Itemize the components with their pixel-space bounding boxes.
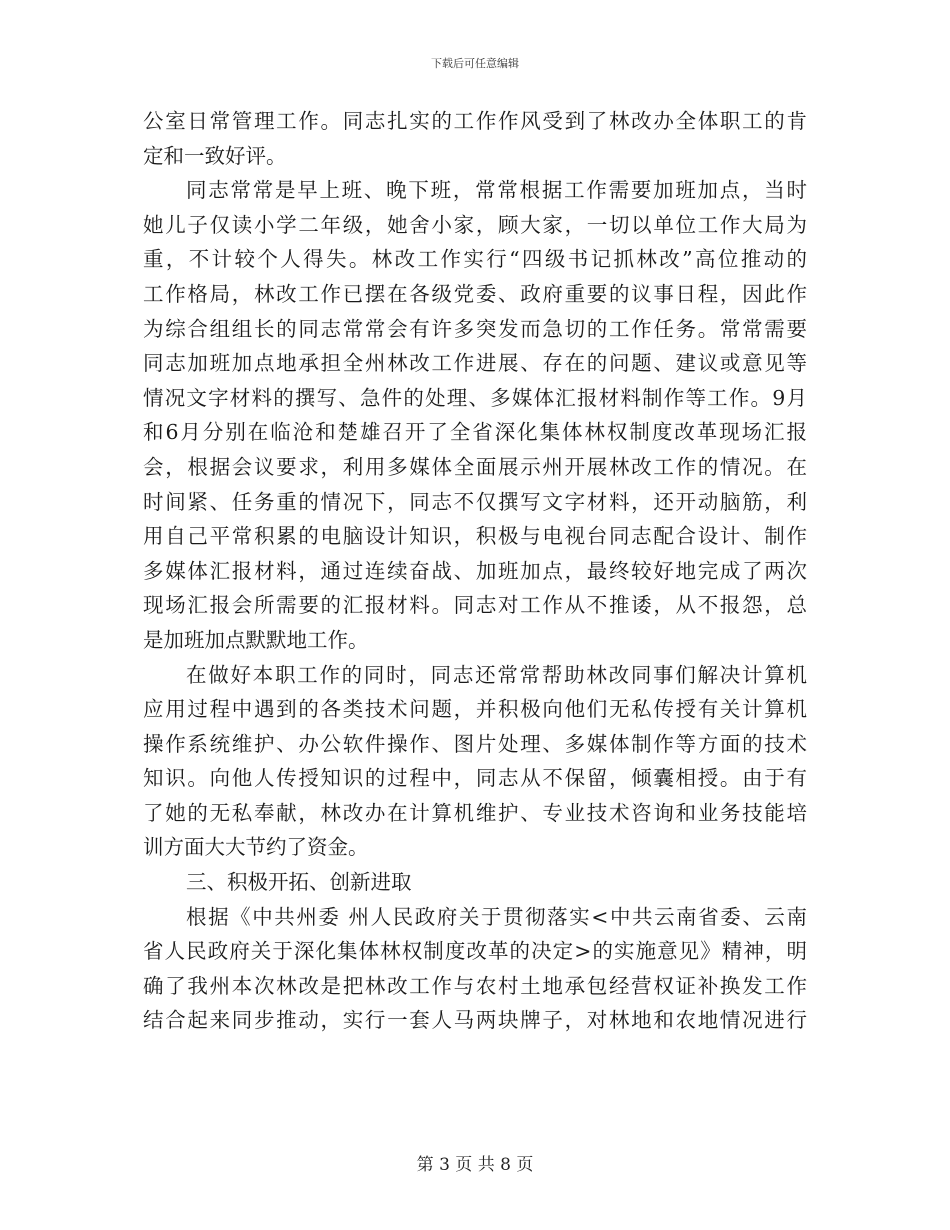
- text-line: 操作系统维护、办公软件操作、图片处理、多媒体制作等方面的技术: [143, 731, 807, 756]
- text-line: 同志常常是早上班、晚下班，常常根据工作需要加班加点，当时: [186, 178, 807, 203]
- text-line: 三、积极开拓、创新进取: [186, 870, 412, 895]
- text-line: 她儿子仅读小学二年级，她舍小家，顾大家，一切以单位工作大局为: [143, 212, 807, 237]
- text-line: 确了我州本次林改是把林改工作与农村土地承包经营权证补换发工作: [143, 973, 807, 998]
- text-line: 和6月分别在临沧和楚雄召开了全省深化集体林权制度改革现场汇报: [143, 420, 807, 445]
- text-line: 省人民政府关于深化集体林权制度改革的决定>的实施意见》精神，明: [143, 939, 807, 964]
- text-line: 在做好本职工作的同时，同志还常常帮助林改同事们解决计算机: [186, 662, 807, 687]
- text-line: 现场汇报会所需要的汇报材料。同志对工作从不推诿，从不报怨，总: [143, 593, 807, 618]
- text-line: 根据《中共州委 州人民政府关于贯彻落实<中共云南省委、云南: [186, 904, 807, 929]
- text-line: 重，不计较个人得失。林改工作实行“四级书记抓林改”高位推动的: [143, 247, 807, 272]
- page-header: 下载后可任意编辑: [431, 57, 519, 70]
- text-line: 公室日常管理工作。同志扎实的工作作风受到了林改办全体职工的肯: [143, 109, 807, 133]
- text-line: 时间紧、任务重的情况下，同志不仅撰写文字材料，还开动脑筋，利: [143, 489, 807, 514]
- text-line: 应用过程中遇到的各类技术问题，并积极向他们无私传授有关计算机: [143, 697, 807, 722]
- text-line: 同志加班加点地承担全州林改工作进展、存在的问题、建议或意见等: [143, 351, 807, 376]
- page-number: 第 3 页 共 8 页: [416, 1155, 534, 1175]
- text-line: 训方面大大节约了资金。: [143, 835, 369, 860]
- text-line: 是加班加点默默地工作。: [143, 627, 369, 652]
- text-line: 了她的无私奉献，林改办在计算机维护、专业技术咨询和业务技能培: [143, 800, 807, 825]
- text-line: 会，根据会议要求，利用多媒体全面展示州开展林改工作的情况。在: [143, 454, 807, 479]
- text-line: 用自己平常积累的电脑设计知识，积极与电视台同志配合设计、制作: [143, 524, 807, 549]
- text-line: 定和一致好评。: [143, 143, 287, 168]
- text-line: 为综合组组长的同志常常会有许多突发而急切的工作任务。常常需要: [143, 316, 807, 341]
- text-line: 情况文字材料的撰写、急件的处理、多媒体汇报材料制作等工作。9月: [143, 385, 807, 410]
- text-line: 工作格局，林改工作已摆在各级党委、政府重要的议事日程，因此作: [143, 281, 807, 306]
- document-body: [143, 104, 807, 1038]
- text-line: 结合起来同步推动，实行一套人马两块牌子，对林地和农地情况进行: [143, 1008, 807, 1033]
- text-line: 多媒体汇报材料，通过连续奋战、加班加点，最终较好地完成了两次: [143, 558, 807, 583]
- text-line: 知识。向他人传授知识的过程中，同志从不保留，倾囊相授。由于有: [143, 766, 807, 791]
